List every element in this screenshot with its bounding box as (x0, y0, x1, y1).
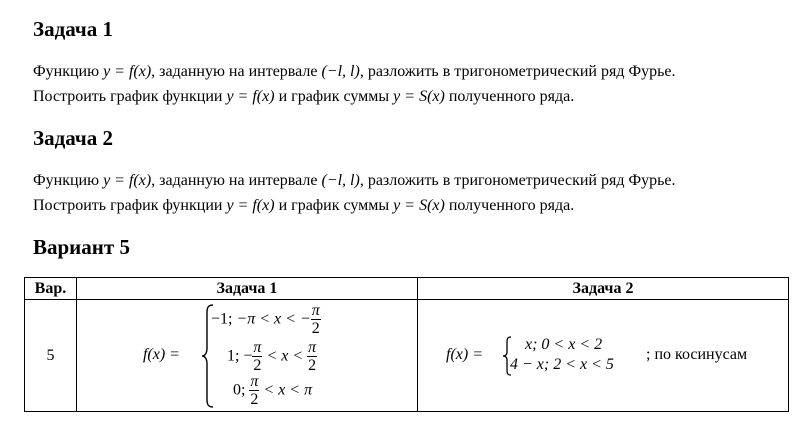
task2-line2: Построить график функции y = f(x) и график суммы y = S(x) полученного ряда. (33, 197, 575, 214)
col-header-var: Вар. (25, 278, 77, 300)
task1-lhs: f(x) = (142, 346, 180, 363)
task2-fx: y = f(x) (103, 172, 152, 189)
task2-heading: Задача 2 (33, 126, 113, 150)
variant-table (24, 277, 789, 412)
col-header-task1: Задача 1 (76, 278, 417, 300)
task1-fx: y = f(x) (103, 63, 152, 80)
task2-interval: (−l, l) (321, 172, 360, 189)
task2-formula-cell (418, 300, 789, 412)
task2-note: ; по косинусам (646, 346, 748, 363)
task1-interval: (−l, l) (321, 63, 360, 80)
task2-line1: Функцию y = f(x), заданную на интервале (−l, l), разложить в тригонометрический ряд Фурье. (33, 172, 676, 189)
col-header-task2: Задача 2 (418, 278, 789, 300)
task1-line2: Построить график функции y = f(x) и график суммы y = S(x) полученного ряда. (33, 88, 575, 105)
table-row (25, 300, 789, 412)
task2-lhs: f(x) = (446, 346, 483, 363)
task1-case2: 1; − $\frac{\pi}{2}$ < x < $\frac{\pi}{2}$ (226, 339, 317, 374)
table-header-row (25, 278, 789, 300)
task1-formula-cell (76, 300, 417, 412)
variant-heading: Вариант 5 (33, 235, 130, 259)
task1-case3: 0; $\frac{\pi}{2}$ < x < π (232, 373, 313, 408)
task1-heading: Задача 1 (33, 17, 113, 41)
task2-sx: y = S(x) (393, 197, 445, 214)
task1-line1: Функцию y = f(x), заданную на интервале (−l, l), разложить в тригонометрический ряд Фурье. (33, 63, 676, 80)
task2-case2: 4 − x; 2 < x < 5 (510, 356, 614, 373)
task1-case1: −1; −π < x < − $\frac{\pi}{2}$ (210, 302, 320, 337)
task2-case1: x; 0 < x < 2 (525, 336, 603, 353)
variant-number: 5 (25, 300, 77, 412)
task1-sx: y = S(x) (393, 88, 445, 105)
